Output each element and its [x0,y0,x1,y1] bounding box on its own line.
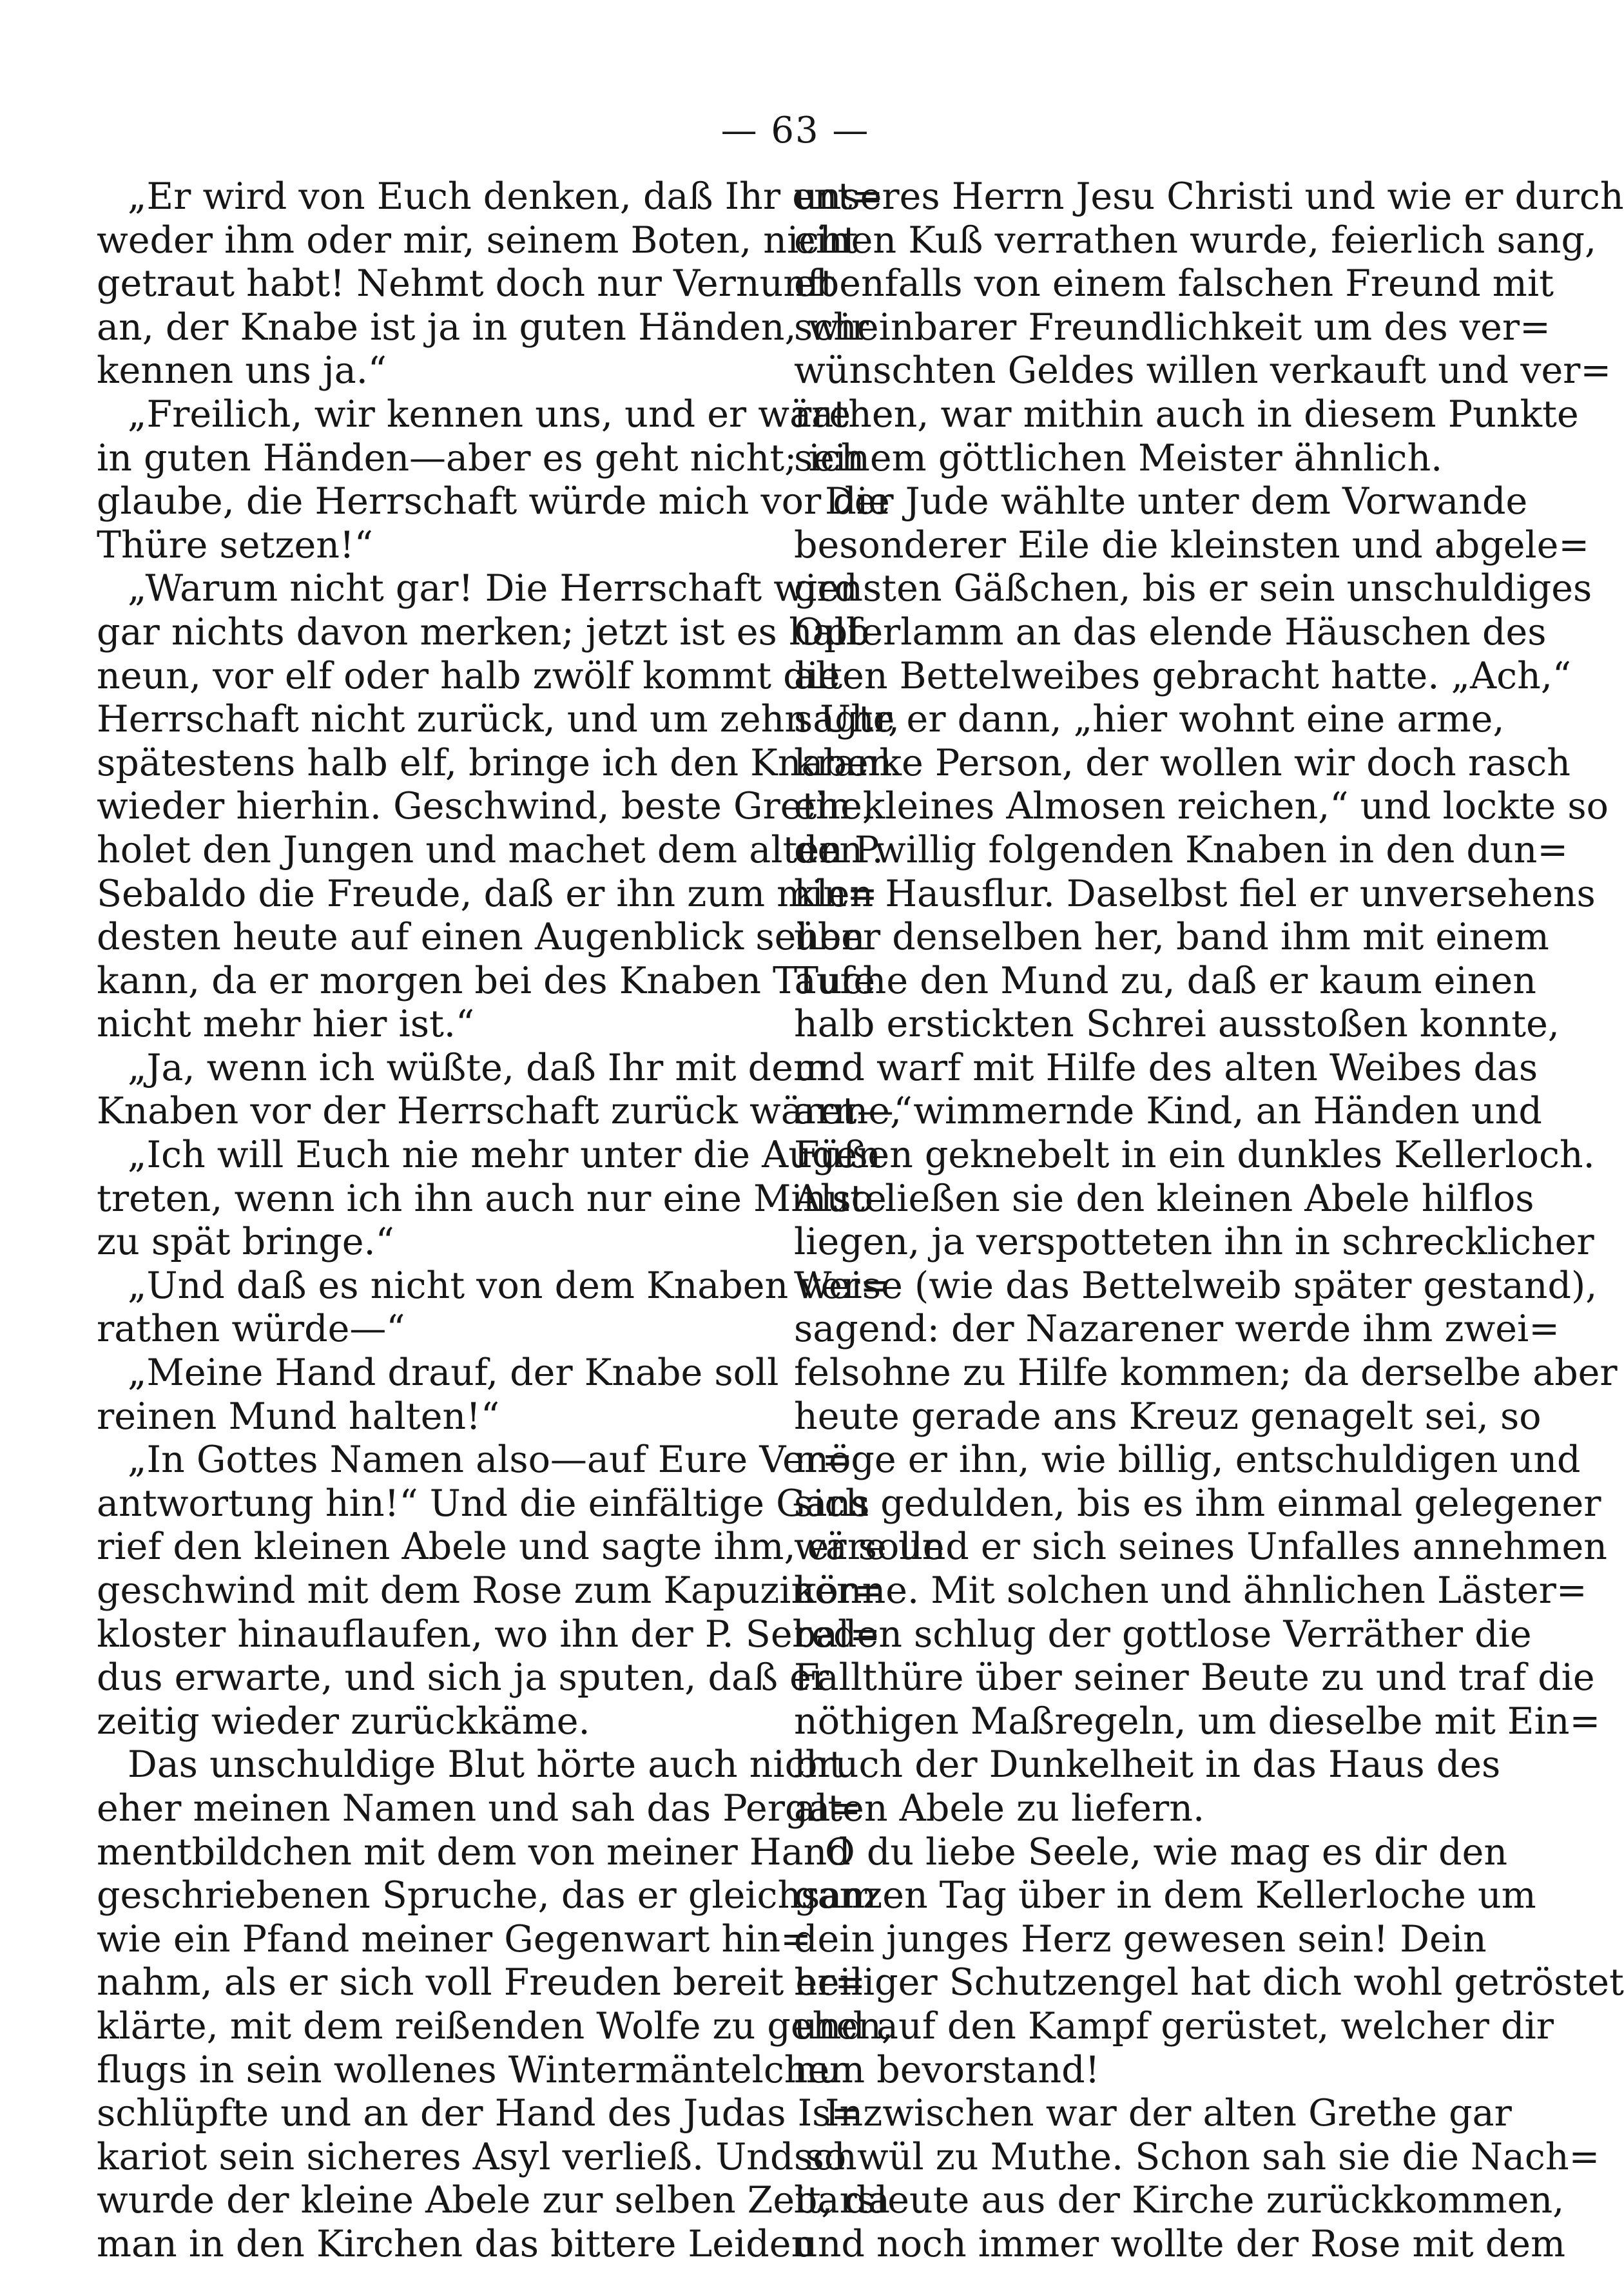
text-line: Herrschaft nicht zurück, und um zehn Uhr, [97,698,900,741]
text-line: Also ließen sie den kleinen Abele hilflos [794,1177,1534,1220]
text-line: schwül zu Muthe. Schon sah sie die Nach= [794,2135,1600,2178]
text-line: nöthigen Maßregeln, um dieselbe mit Ein= [794,1699,1601,1743]
text-line: Opferlamm an das elende Häuschen des [794,610,1547,654]
text-line: barsleute aus der Kirche zurückkommen, [794,2179,1565,2222]
text-line: Füßen geknebelt in ein dunkles Kellerloch. [794,1134,1595,1177]
text-line: holet den Jungen und machet dem alten P. [97,828,884,871]
text-line: rathen würde—“ [97,1308,405,1351]
text-line: spätestens halb elf, bringe ich den Knaben [97,741,893,784]
text-line: in guten Händen—aber es geht nicht; ich [97,436,865,479]
text-line: Sebaldo die Freude, daß er ihn zum min= [97,872,878,915]
text-line: möge er ihn, wie billig, entschuldigen und [794,1438,1581,1482]
text-line: Das unschuldige Blut hörte auch nicht [128,1743,844,1787]
text-line: mentbildchen mit dem von meiner Hand [97,1830,851,1874]
text-line: Tuche den Mund zu, daß er kaum einen [794,959,1536,1002]
text-line: glaube, die Herrschaft würde mich vor die [97,480,890,523]
text-line: Der Jude wählte unter dem Vorwande [825,480,1528,523]
text-line: rief den kleinen Abele und sagte ihm, er solle [97,1525,945,1569]
text-line: „Warum nicht gar! Die Herrschaft wird [128,567,858,610]
text-line: „Freilich, wir kennen uns, und er wäre [128,392,851,436]
text-line: felsohne zu Hilfe kommen; da derselbe aber [794,1351,1618,1395]
text-line: und noch immer wollte der Rose mit dem [794,2222,1566,2265]
text-line: gar nichts davon merken; jetzt ist es halb [97,610,870,654]
text-line: Thüre setzen!“ [97,523,373,566]
text-line: zeitig wieder zurückkäme. [97,1699,590,1743]
text-line: wäre und er sich seines Unfalles annehmen [794,1525,1607,1569]
text-column-left [97,175,945,2267]
text-line: wünschten Geldes willen verkauft und ver= [794,349,1612,392]
text-line: kann, da er morgen bei des Knaben Taufe [97,959,876,1002]
text-line: kariot sein sicheres Asyl verließ. Und so [97,2135,847,2178]
text-line: geschwind mit dem Rose zum Kapuziner= [97,1569,885,1612]
text-line: ein kleines Almosen reichen,“ und lockte so [794,785,1609,828]
text-line: klen Hausflur. Daselbst fiel er unversehens [794,872,1596,915]
text-line: geschriebenen Spruche, das er gleichsam [97,1874,877,1917]
text-line: scheinbarer Freundlichkeit um des ver= [794,305,1551,349]
text-line: an, der Knabe ist ja in guten Händen, wir [97,305,869,349]
text-line: reden schlug der gottlose Verräther die [794,1612,1532,1656]
text-line: heiliger Schutzengel hat dich wohl getröstet [794,1961,1624,2004]
text-line: und auf den Kampf gerüstet, welcher dir [794,2004,1554,2048]
text-line: liegen, ja verspotteten ihn in schrecklicher [794,1221,1594,1264]
text-line: unseres Herrn Jesu Christi und wie er durch [794,175,1624,218]
text-line: besonderer Eile die kleinsten und abgele= [794,523,1590,566]
text-line: über denselben her, band ihm mit einem [794,916,1549,959]
text-line: wieder hierhin. Geschwind, beste Grethe, [97,785,874,828]
text-line: klärte, mit dem reißenden Wolfe zu gehen, [97,2004,893,2048]
text-line: man in den Kirchen das bittere Leiden [97,2222,815,2265]
text-line: halb erstickten Schrei ausstoßen konnte, [794,1003,1560,1046]
text-line: Knaben vor der Herrschaft zurück wäret—“ [97,1090,913,1133]
text-line: einen Kuß verrathen wurde, feierlich sang, [794,218,1597,262]
text-line: könne. Mit solchen und ähnlichen Läster= [794,1569,1587,1612]
text-line: ebenfalls von einem falschen Freund mit [794,262,1554,305]
text-line: rathen, war mithin auch in diesem Punkte [794,392,1579,436]
text-line: dus erwarte, und sich ja sputen, daß er [97,1656,829,1699]
text-line: wurde der kleine Abele zur selben Zeit, da [97,2179,890,2222]
text-line: „Ja, wenn ich wüßte, daß Ihr mit dem [128,1046,828,1089]
text-line: O du liebe Seele, wie mag es dir den [825,1830,1508,1874]
text-line: „Er wird von Euch denken, daß Ihr ent= [128,175,884,218]
text-line: kloster hinauflaufen, wo ihn der P. Sebal= [97,1612,881,1656]
text-line: sich gedulden, bis es ihm einmal gelegener [794,1482,1601,1525]
text-line: „Ich will Euch nie mehr unter die Augen [128,1134,881,1177]
text-line: „In Gottes Namen also—auf Eure Ver= [128,1438,853,1482]
text-line: reinen Mund halten!“ [97,1395,500,1438]
text-line: nicht mehr hier ist.“ [97,1003,475,1046]
text-line: kranke Person, der wollen wir doch rasch [794,741,1571,784]
text-line: zu spät bringe.“ [97,1221,394,1264]
text-line: „Und daß es nicht von dem Knaben ver= [128,1264,891,1307]
text-line: Weise (wie das Bettelweib später gestand), [794,1264,1598,1307]
text-line: kennen uns ja.“ [97,349,387,392]
text-line: und warf mit Hilfe des alten Weibes das [794,1046,1538,1089]
text-line: „Meine Hand drauf, der Knabe soll [128,1351,779,1395]
text-line: weder ihm oder mir, seinem Boten, nicht [97,218,858,262]
text-line: den willig folgenden Knaben in den dun= [794,828,1569,871]
text-line: desten heute auf einen Augenblick sehen [97,916,865,959]
text-line: nun bevorstand! [794,2048,1100,2091]
text-line: heute gerade ans Kreuz genagelt sei, so [794,1395,1542,1438]
text-line: neun, vor elf oder halb zwölf kommt die [97,654,840,697]
text-line: Inzwischen war der alten Grethe gar [825,2092,1512,2135]
text-line: Fallthüre über seiner Beute zu und traf die [794,1656,1595,1699]
text-line: dein junges Herz gewesen sein! Dein [794,1917,1487,1961]
text-line: sagend: der Nazarener werde ihm zwei= [794,1308,1560,1351]
text-line: alten Bettelweibes gebracht hatte. „Ach,“ [794,654,1572,697]
text-line: schlüpfte und an der Hand des Judas Is= [97,2092,862,2135]
text-line: alten Abele zu liefern. [794,1787,1205,1830]
text-line: ganzen Tag über in dem Kellerloche um [794,1874,1536,1917]
text-line: gensten Gäßchen, bis er sein unschuldiges [794,567,1592,610]
text-line: antwortung hin!“ Und die einfältige Gans [97,1482,870,1525]
text-line: getraut habt! Nehmt doch nur Vernunft [97,262,835,305]
text-line: arme, wimmernde Kind, an Händen und [794,1090,1542,1133]
text-line: flugs in sein wollenes Wintermäntelchen [97,2048,853,2091]
text-line: eher meinen Namen und sah das Perga= [97,1787,862,1830]
page-number: — 63 — [720,110,870,151]
text-line: wie ein Pfand meiner Gegenwart hin= [97,1917,811,1961]
text-line: seinem göttlichen Meister ähnlich. [794,436,1443,479]
text-line: nahm, als er sich voll Freuden bereit er= [97,1961,866,2004]
text-line: bruch der Dunkelheit in das Haus des [794,1743,1501,1787]
text-line: treten, wenn ich ihn auch nur eine Minute [97,1177,887,1220]
text-column-right [794,175,1624,2267]
text-line: sagte er dann, „hier wohnt eine arme, [794,698,1505,741]
